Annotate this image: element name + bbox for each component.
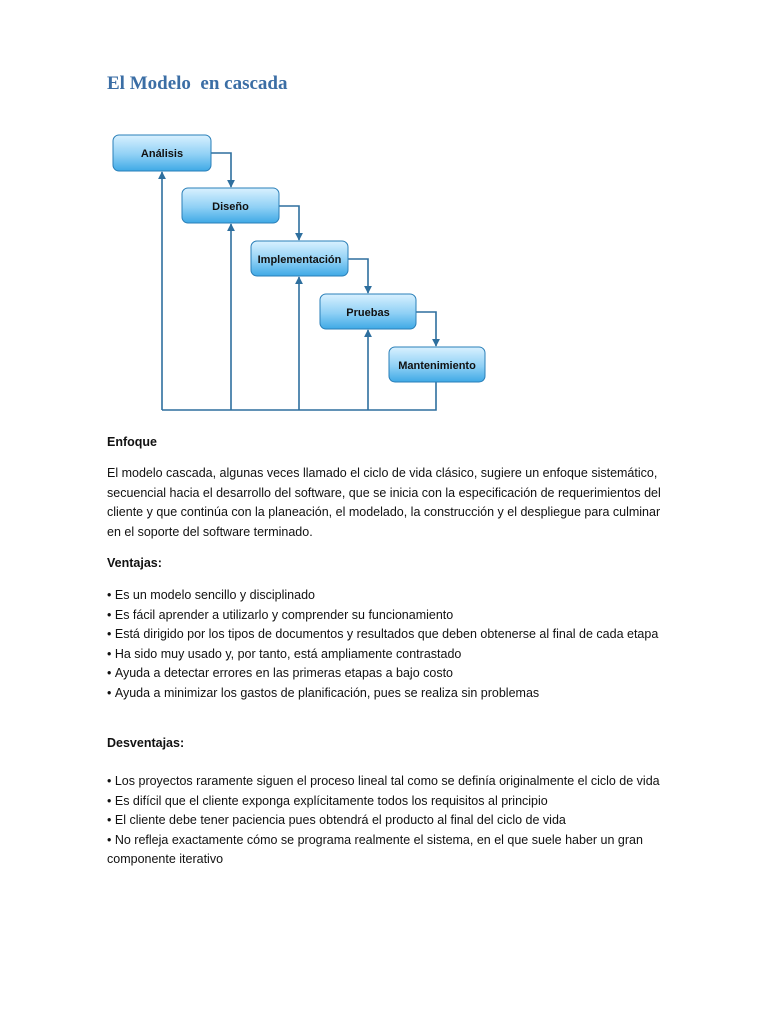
list-item: • Es fácil aprender a utilizarlo y comprender su funcionamiento [107,606,667,626]
list-item: • No refleja exactamente cómo se programa realmente el sistema, en el que suele haber un gran componente iterativo [107,831,667,870]
desventajas-list [107,772,667,870]
ventajas-list [107,586,667,703]
stage-label-analisis: Análisis [140,148,184,160]
list-item: • Ha sido muy usado y, por tanto, está ampliamente contrastado [107,645,667,665]
stage-box-implementacion [251,241,348,276]
desventajas-list-block [107,772,667,870]
desventajas-heading: Desventajas: [107,736,185,750]
list-item: • Ayuda a minimizar los gastos de planificación, pues se realiza sin problemas [107,684,667,704]
stage-label-mantenimiento: Mantenimiento [398,360,476,372]
arrow-diseno-to-implementacion [279,206,299,240]
list-item: • Está dirigido por los tipos de documentos y resultados que deben obtenerse al final de cada etapa [107,625,667,645]
stage-box-diseno [182,188,279,223]
ventajas-list-block [107,586,667,703]
desventajas-section [107,734,667,754]
arrow-analisis-to-diseno [211,153,231,187]
arrow-pruebas-to-mantenimiento [416,312,436,346]
stage-box-mantenimiento [389,347,485,382]
list-item: • Los proyectos raramente siguen el proceso lineal tal como se definía originalmente el ciclo de vida [107,772,667,792]
list-item: • Ayuda a detectar errores en las primeras etapas a bajo costo [107,664,667,684]
page-title: El Modelo en cascada [107,73,288,94]
enfoque-section [107,433,667,453]
list-item: • Es un modelo sencillo y disciplinado [107,586,667,606]
enfoque-heading: Enfoque [107,435,157,449]
ventajas-heading: Ventajas: [107,556,162,570]
enfoque-paragraph-block [107,464,667,542]
arrow-implementacion-to-pruebas [348,259,368,293]
enfoque-paragraph: El modelo cascada, algunas veces llamado el ciclo de vida clásico, sugiere un enfoque sistemático, secuencial hacia el desarrollo del software, que se inicia con la especificación de requerimientos del cliente y que continúa con la planeación, el modelado, la construcción y el despliegue para culminar en el soporte del software terminado. [107,466,661,539]
ventajas-section [107,554,667,574]
stage-label-implementacion: Implementación [257,254,342,266]
list-item: • El cliente debe tener paciencia pues obtendrá el producto al final del ciclo de vida [107,811,667,831]
stage-label-pruebas: Pruebas [346,307,390,319]
stage-label-diseno: Diseño [212,201,249,213]
stage-box-analisis [113,135,211,171]
stage-box-pruebas [320,294,416,329]
waterfall-diagram [0,0,768,430]
list-item: • Es difícil que el cliente exponga explícitamente todos los requisitos al principio [107,792,667,812]
